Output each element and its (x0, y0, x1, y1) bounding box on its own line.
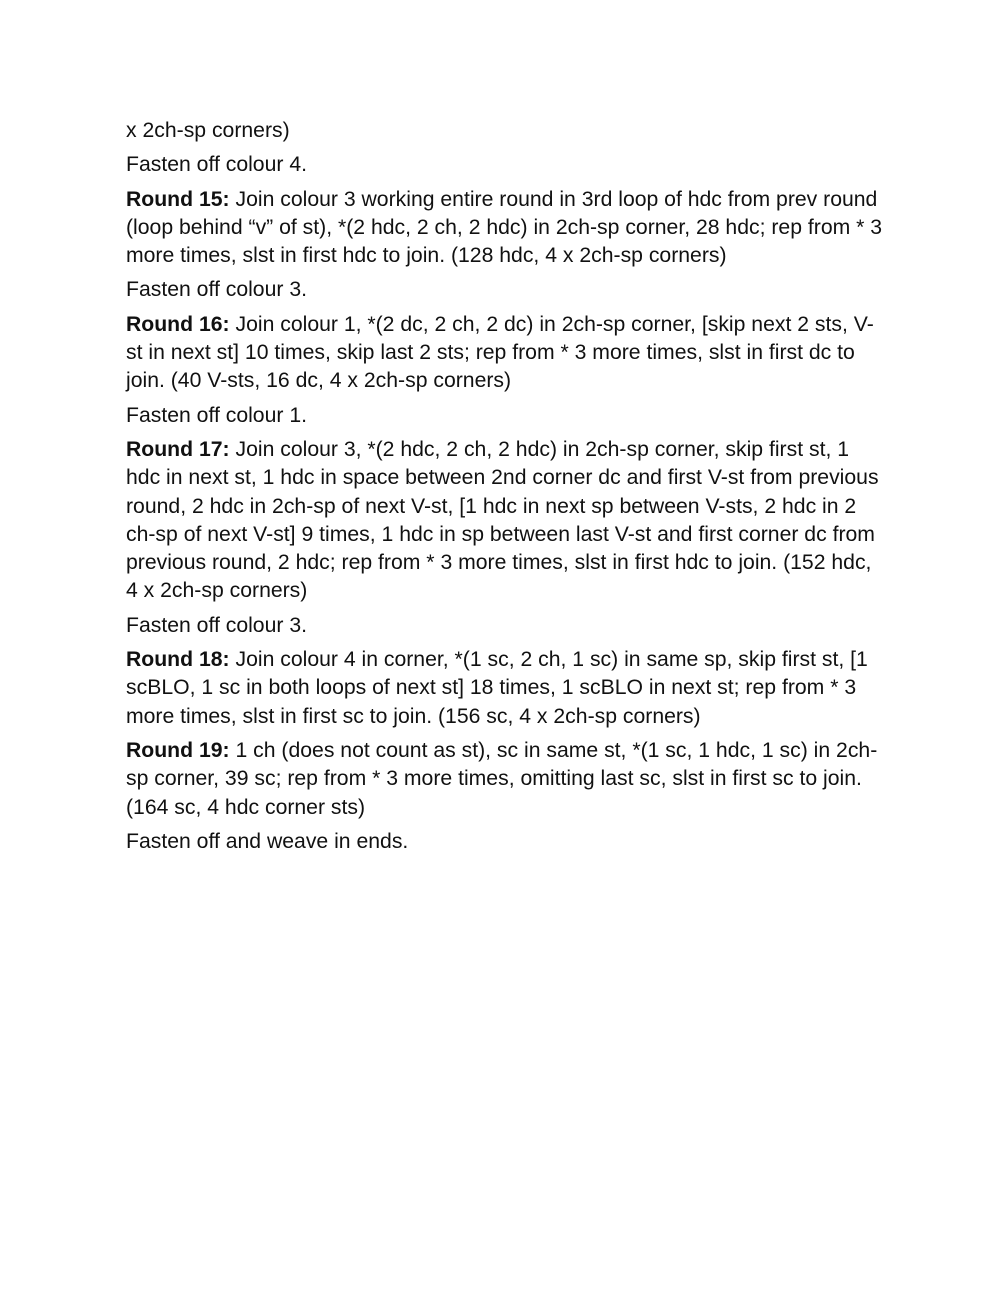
paragraph-text: Join colour 3 working entire round in 3rd loop of hdc from prev round (loop behind “v” of st), *(2 hdc, 2 ch, 2 hdc) in 2ch-sp corner, 28 hdc; rep from * 3 more times, slst in first hdc to join. (128 hdc, 4 x 2ch-sp corners) (126, 187, 883, 268)
paragraph-text: Join colour 3, *(2 hdc, 2 ch, 2 hdc) in 2ch-sp corner, skip first st, 1 hdc in next st, 1 hdc in space between 2nd corner dc and first V-st from previous round, 2 hdc in 2ch-sp of next V-st, [1 hdc in next sp between V-sts, 2 hdc in 2 ch-sp of next V-st] 9 times, 1 hdc in sp between last V-st and first corner dc from previous round, 2 hdc; rep from * 3 more times, slst in first hdc to join. (152 hdc, 4 x 2ch-sp corners) (126, 437, 879, 603)
paragraph-fasten-off (126, 276, 886, 304)
paragraph-finish (126, 828, 886, 856)
paragraph-continuation (126, 117, 886, 145)
paragraph-text: Fasten off and weave in ends. (126, 829, 409, 853)
paragraph-round-15 (126, 186, 886, 271)
round-label: Round 17: (126, 437, 230, 461)
paragraph-text: Join colour 1, *(2 dc, 2 ch, 2 dc) in 2ch-sp corner, [skip next 2 sts, V-st in next st] 10 times, skip last 2 sts; rep from * 3 more times, slst in first dc to join. (40 V-sts, 16 dc, 4 x 2ch-sp corners) (126, 312, 874, 393)
paragraph-fasten-off (126, 402, 886, 430)
paragraph-round-17 (126, 436, 886, 606)
paragraph-text: Fasten off colour 4. (126, 153, 307, 177)
round-label: Round 15: (126, 187, 230, 211)
paragraph-text: Fasten off colour 3. (126, 613, 307, 637)
round-label: Round 19: (126, 738, 230, 762)
paragraph-text: Fasten off colour 1. (126, 403, 307, 427)
paragraph-text: Fasten off colour 3. (126, 278, 307, 302)
paragraph-round-16 (126, 311, 886, 396)
round-label: Round 18: (126, 648, 230, 672)
round-label: Round 16: (126, 312, 230, 336)
paragraph-round-19 (126, 737, 886, 822)
paragraph-text: Join colour 4 in corner, *(1 sc, 2 ch, 1 sc) in same sp, skip first st, [1 scBLO, 1 sc in both loops of next st] 18 times, 1 scBLO in next st; rep from * 3 more times, slst in first sc to join. (156 sc, 4 x 2ch-sp corners) (126, 648, 868, 728)
paragraph-text: 1 ch (does not count as st), sc in same st, *(1 sc, 1 hdc, 1 sc) in 2ch-sp corner, 39 sc; rep from * 3 more times, omitting last sc, slst in first sc to join. (164 sc, 4 hdc corner sts) (126, 738, 878, 819)
paragraph-fasten-off (126, 612, 886, 640)
paragraph-fasten-off (126, 151, 886, 179)
paragraph-text: x 2ch-sp corners) (126, 119, 290, 142)
document-page (126, 117, 886, 862)
paragraph-round-18 (126, 646, 886, 731)
